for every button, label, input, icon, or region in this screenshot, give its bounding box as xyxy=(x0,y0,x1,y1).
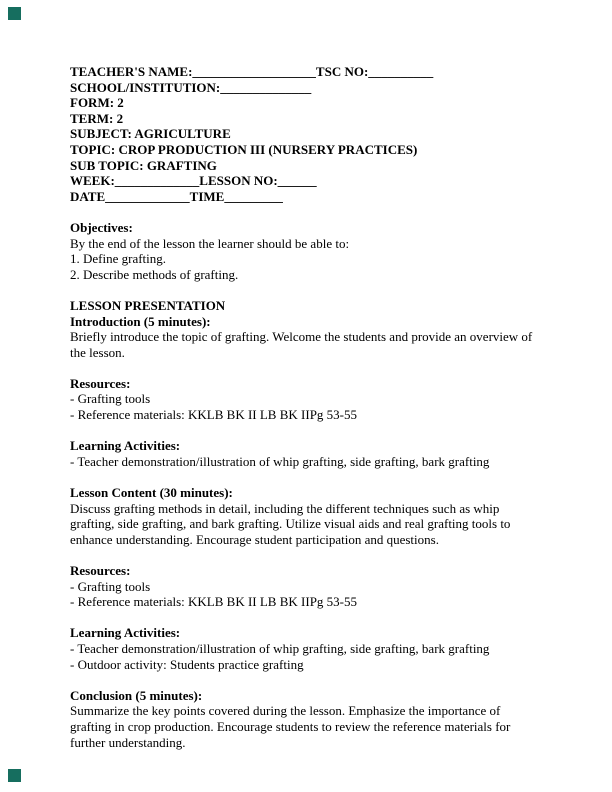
objectives-item: 2. Describe methods of grafting. xyxy=(70,266,239,282)
conclusion-heading: Conclusion (5 minutes): xyxy=(70,687,203,703)
objectives-section xyxy=(70,220,542,282)
introduction-heading: Introduction (5 minutes): xyxy=(70,313,211,329)
resources-section-1 xyxy=(70,376,542,423)
learning-activities-section-1 xyxy=(70,438,542,469)
header-line-date-time: DATE_____________TIME_________ xyxy=(70,188,283,204)
lesson-presentation-section xyxy=(70,298,542,360)
header-line-sub-topic: SUB TOPIC: GRAFTING xyxy=(70,157,217,173)
header-line-teacher-name: TEACHER'S NAME:___________________TSC NO:__________ xyxy=(70,64,434,79)
resources-heading: Resources: xyxy=(70,375,131,391)
learning-activities-heading: Learning Activities: xyxy=(70,438,181,454)
learning-activities-item: - Teacher demonstration/illustration of whip grafting, side grafting, bark grafting xyxy=(70,453,490,469)
resources-item: - Reference materials: KKLB BK II LB BK IIPg 53-55 xyxy=(70,407,358,423)
lesson-content-heading: Lesson Content (30 minutes): xyxy=(70,485,233,501)
resources-heading: Resources: xyxy=(70,563,131,578)
lesson-presentation-heading: LESSON PRESENTATION xyxy=(70,297,226,313)
resources-item: - Reference materials: KKLB BK II LB BK IIPg 53-55 xyxy=(70,594,358,610)
lesson-header-block xyxy=(70,64,542,204)
resources-section-2 xyxy=(70,563,542,610)
objectives-intro: By the end of the lesson the learner should be able to: xyxy=(70,235,350,251)
resources-item: - Grafting tools xyxy=(70,578,151,594)
lesson-content-section xyxy=(70,485,542,547)
learning-activities-section-2 xyxy=(70,625,542,672)
header-line-school: SCHOOL/INSTITUTION:______________ xyxy=(70,79,312,95)
corner-marker-bottom-left xyxy=(8,769,21,782)
conclusion-section xyxy=(70,688,542,750)
header-line-week-lesson: WEEK:_____________LESSON NO:______ xyxy=(70,173,317,189)
objectives-heading: Objectives: xyxy=(70,219,133,235)
lesson-plan-content xyxy=(70,64,542,750)
lesson-content-body: Discuss grafting methods in detail, including the different techniques such as whip grafting, side grafting, and bark grafting. Utilize visual aids and real grafting tools to enhance understanding. Encourage student participation and questions. xyxy=(70,500,511,547)
header-line-subject: SUBJECT: AGRICULTURE xyxy=(70,126,231,142)
learning-activities-item: - Outdoor activity: Students practice grafting xyxy=(70,656,304,672)
resources-item: - Grafting tools xyxy=(70,391,151,407)
conclusion-body: Summarize the key points covered during the lesson. Emphasize the importance of grafting in crop production. Encourage students to review the reference materials for further understanding. xyxy=(70,703,511,750)
header-line-form: FORM: 2 xyxy=(70,95,124,111)
header-line-topic: TOPIC: CROP PRODUCTION III (NURSERY PRACTICES) xyxy=(70,141,418,157)
learning-activities-item: - Teacher demonstration/illustration of whip grafting, side grafting, bark grafting xyxy=(70,640,490,656)
corner-marker-top-left xyxy=(8,7,21,20)
learning-activities-heading: Learning Activities: xyxy=(70,625,181,641)
introduction-body: Briefly introduce the topic of grafting. Welcome the students and provide an overview of the lesson. xyxy=(70,329,533,360)
objectives-item: 1. Define grafting. xyxy=(70,251,167,267)
header-line-term: TERM: 2 xyxy=(70,110,124,126)
